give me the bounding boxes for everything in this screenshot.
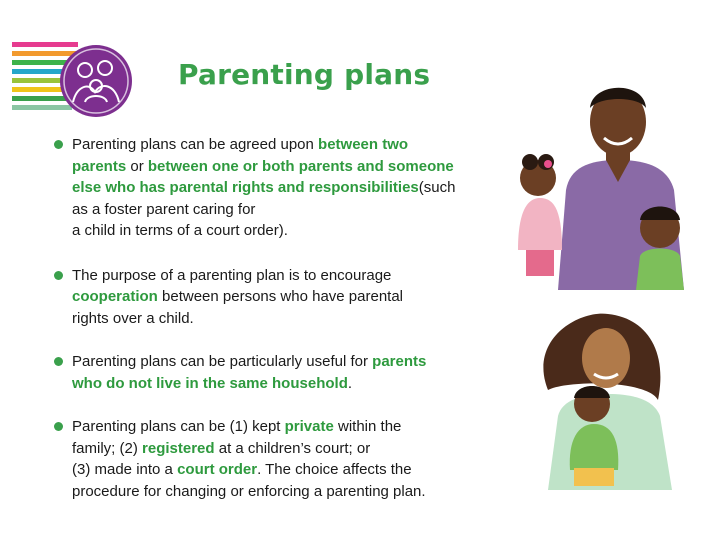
father-with-two-children-illustration — [508, 60, 718, 290]
bullet-dot-icon — [54, 271, 63, 280]
bullet-text — [72, 353, 426, 392]
highlighted-phrase: who do not live in the same household — [72, 374, 348, 392]
bullet-item — [52, 416, 512, 502]
text-run: procedure for changing or enforcing a parenting plan. — [72, 482, 426, 500]
highlighted-phrase: registered — [142, 439, 215, 457]
highlighted-phrase: parents — [72, 157, 127, 175]
highlighted-phrase: cooperation — [72, 288, 158, 305]
text-run: . — [347, 374, 353, 392]
bullet-text — [72, 418, 426, 500]
bullet-dot-icon — [54, 140, 63, 149]
text-run: or — [126, 157, 148, 175]
bullet-item — [52, 134, 512, 242]
bullet-text — [72, 136, 455, 239]
bullet-item — [52, 265, 512, 330]
slide-title: Parenting plans — [178, 58, 431, 91]
text-run: . The choice affects the — [257, 461, 412, 478]
bullet-dot-icon — [54, 357, 63, 366]
text-run: family; (2) — [72, 439, 143, 457]
highlighted-phrase: between two — [318, 136, 409, 153]
text-run: Parenting plans can be agreed upon — [72, 136, 319, 153]
highlighted-phrase: between one or both parents and someone — [147, 157, 454, 175]
highlighted-phrase: private — [284, 418, 334, 435]
bullet-item — [52, 351, 512, 394]
text-run: (such — [418, 179, 456, 196]
highlighted-phrase: court order — [177, 461, 258, 478]
text-run: at a children’s court; or — [214, 439, 371, 457]
text-run: between persons who have parental — [157, 288, 404, 305]
mother-with-child-illustration — [508, 300, 718, 490]
highlighted-phrase: else who has parental rights and responsibilities — [72, 179, 419, 196]
bullet-text — [72, 267, 403, 327]
family-circle-logo-icon — [59, 44, 133, 118]
text-run: Parenting plans can be particularly useful for — [72, 353, 373, 370]
bullet-dot-icon — [54, 422, 63, 431]
bullet-list — [52, 134, 512, 502]
text-run: within the — [333, 418, 402, 435]
text-run: as a foster parent caring for — [72, 200, 256, 218]
text-run: a child in terms of a court order). — [72, 222, 288, 239]
text-run: The purpose of a parenting plan is to encourage — [72, 266, 392, 284]
text-run: rights over a child. — [72, 309, 194, 327]
highlighted-phrase: parents — [372, 353, 427, 370]
text-run: Parenting plans can be (1) kept — [72, 418, 285, 435]
text-run: (3) made into a — [72, 461, 178, 478]
